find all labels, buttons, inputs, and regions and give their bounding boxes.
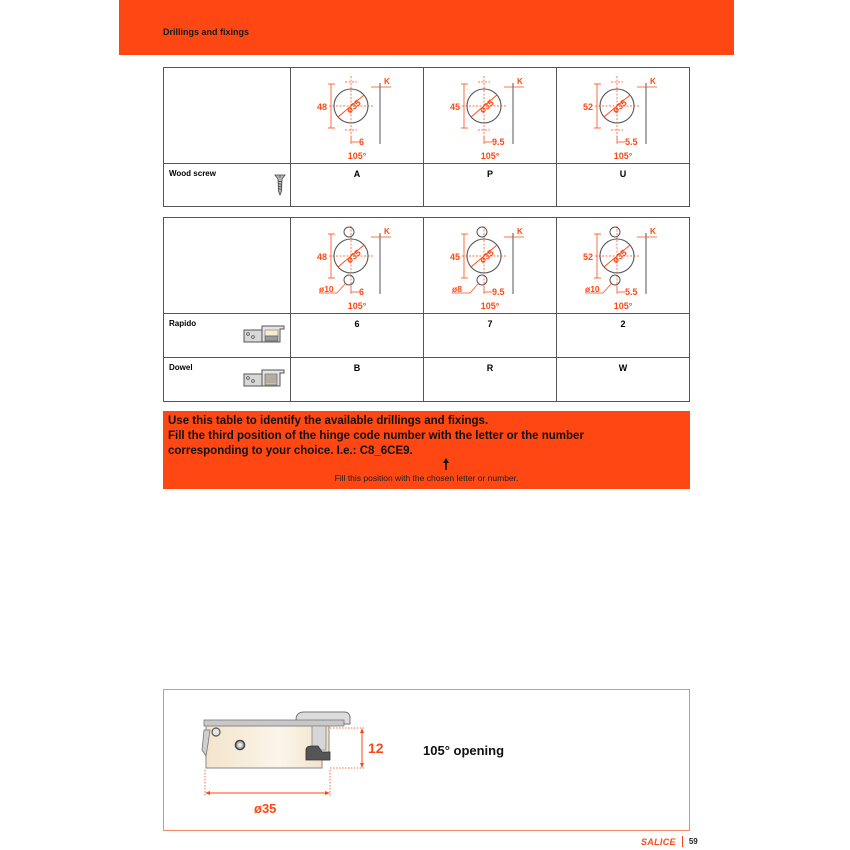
- code-value: 7: [487, 319, 493, 329]
- offset-dim-label: 6: [359, 137, 365, 147]
- offset-dim-label: 9.5: [492, 137, 505, 147]
- cup-diameter-label: ø35: [344, 247, 363, 266]
- instruction-line-3: corresponding to your choice. I.e.: C8_6CE9.: [168, 445, 413, 457]
- empty-corner-cell: [164, 218, 291, 314]
- row-label-cell: [164, 164, 291, 207]
- drilling-table-wood-screw: [163, 67, 690, 207]
- opening-angle: 105°: [480, 151, 500, 161]
- opening-angle: 105°: [347, 301, 367, 311]
- header-band: [119, 0, 734, 55]
- height-dim-label: 45: [450, 102, 461, 112]
- drilling-diagram-svg: [424, 68, 556, 163]
- wood-screw-icon: [274, 174, 286, 196]
- opening-angle: 105°: [347, 151, 367, 161]
- instruction-note: Fill this position with the chosen letter or number.: [334, 473, 519, 483]
- height-dim-label: 48: [317, 252, 328, 262]
- drilling-diagram: [557, 68, 690, 164]
- code-cell: [424, 164, 557, 207]
- code-cell: [291, 314, 424, 358]
- drilling-diagram: [291, 218, 424, 314]
- table-row: [164, 358, 690, 402]
- hinge-cup-illustration: [194, 700, 434, 820]
- code-cell: [291, 164, 424, 207]
- code-cell: [557, 314, 690, 358]
- height-dimension: 12: [368, 740, 384, 756]
- pin-hole: [477, 227, 487, 237]
- height-dim-label: 45: [450, 252, 461, 262]
- table-row: [164, 314, 690, 358]
- cup-diameter-label: ø35: [477, 247, 496, 266]
- drilling-diagram: [424, 68, 557, 164]
- drilling-diagram: [557, 218, 690, 314]
- drilling-table-rapido-dowel: [163, 217, 690, 402]
- k-distance-label: K: [650, 227, 656, 236]
- instructions-box: [163, 411, 690, 489]
- row-label: Wood screw: [169, 169, 216, 178]
- code-value: A: [353, 169, 361, 179]
- drilling-diagram-svg: [291, 218, 423, 313]
- opening-angle: 105°: [480, 301, 500, 311]
- drilling-diagram: [291, 68, 424, 164]
- code-cell: [424, 314, 557, 358]
- pin-hole: [344, 275, 354, 285]
- page-footer: [641, 836, 698, 847]
- k-distance-label: K: [384, 77, 390, 86]
- empty-corner-cell: [164, 68, 291, 164]
- opening-angle-label: 105° opening: [423, 743, 505, 758]
- opening-angle: 105°: [613, 151, 633, 161]
- k-distance-label: K: [517, 77, 523, 86]
- pin-hole: [344, 227, 354, 237]
- pin-hole: [610, 227, 620, 237]
- code-value: B: [353, 363, 361, 373]
- section-title: Drillings and fixings: [163, 27, 250, 37]
- code-cell: [291, 358, 424, 402]
- drilling-diagram-svg: [291, 68, 423, 163]
- dowel-fixing-icon: [242, 366, 286, 388]
- diameter-dimension: ø35: [254, 801, 277, 816]
- drilling-diagram: [424, 218, 557, 314]
- offset-dim-label: 9.5: [492, 287, 505, 297]
- pin-diameter-label: ø10: [585, 284, 600, 294]
- row-label: Dowel: [169, 363, 193, 372]
- height-dim-label: 52: [583, 252, 594, 262]
- offset-dim-label: 5.5: [625, 137, 638, 147]
- height-dim-label: 48: [317, 102, 328, 112]
- code-value: P: [486, 169, 493, 179]
- table-row: [164, 164, 690, 207]
- pin-hole: [477, 275, 487, 285]
- footer-divider: [682, 836, 683, 847]
- row-label-cell: [164, 314, 291, 358]
- code-value: W: [618, 363, 628, 373]
- code-cell: [557, 164, 690, 207]
- k-distance-label: K: [384, 227, 390, 236]
- code-cell: [557, 358, 690, 402]
- arrow-up-icon: [442, 458, 450, 470]
- drilling-diagram-svg: [424, 218, 556, 313]
- offset-dim-label: 5.5: [625, 287, 638, 297]
- k-distance-label: K: [517, 227, 523, 236]
- cup-diameter-label: ø35: [344, 97, 363, 116]
- page-number: 59: [688, 837, 698, 846]
- code-value: R: [486, 363, 494, 373]
- brand-logo: SALICE: [641, 836, 676, 847]
- cup-diameter-label: ø35: [610, 247, 629, 266]
- k-distance-label: K: [650, 77, 656, 86]
- cup-diameter-label: ø35: [477, 97, 496, 116]
- cup-diameter-label: ø35: [610, 97, 629, 116]
- drilling-diagram-svg: [557, 218, 689, 313]
- pin-diameter-label: ø8: [452, 284, 462, 294]
- offset-dim-label: 6: [359, 287, 365, 297]
- code-cell: [424, 358, 557, 402]
- code-value: 2: [620, 319, 626, 329]
- drilling-diagram-svg: [557, 68, 689, 163]
- row-label-cell: [164, 358, 291, 402]
- opening-angle: 105°: [613, 301, 633, 311]
- pin-hole: [610, 275, 620, 285]
- code-value: 6: [354, 319, 360, 329]
- instruction-line-1: Use this table to identify the available drillings and fixings.: [168, 415, 489, 427]
- code-value: U: [619, 169, 627, 179]
- rapido-fixing-icon: [242, 322, 286, 344]
- row-label: Rapido: [169, 319, 197, 328]
- pin-diameter-label: ø10: [319, 284, 334, 294]
- height-dim-label: 52: [583, 102, 594, 112]
- instruction-line-2: Fill the third position of the hinge code number with the letter or the number: [168, 430, 584, 442]
- hinge-opening-box: [163, 689, 690, 831]
